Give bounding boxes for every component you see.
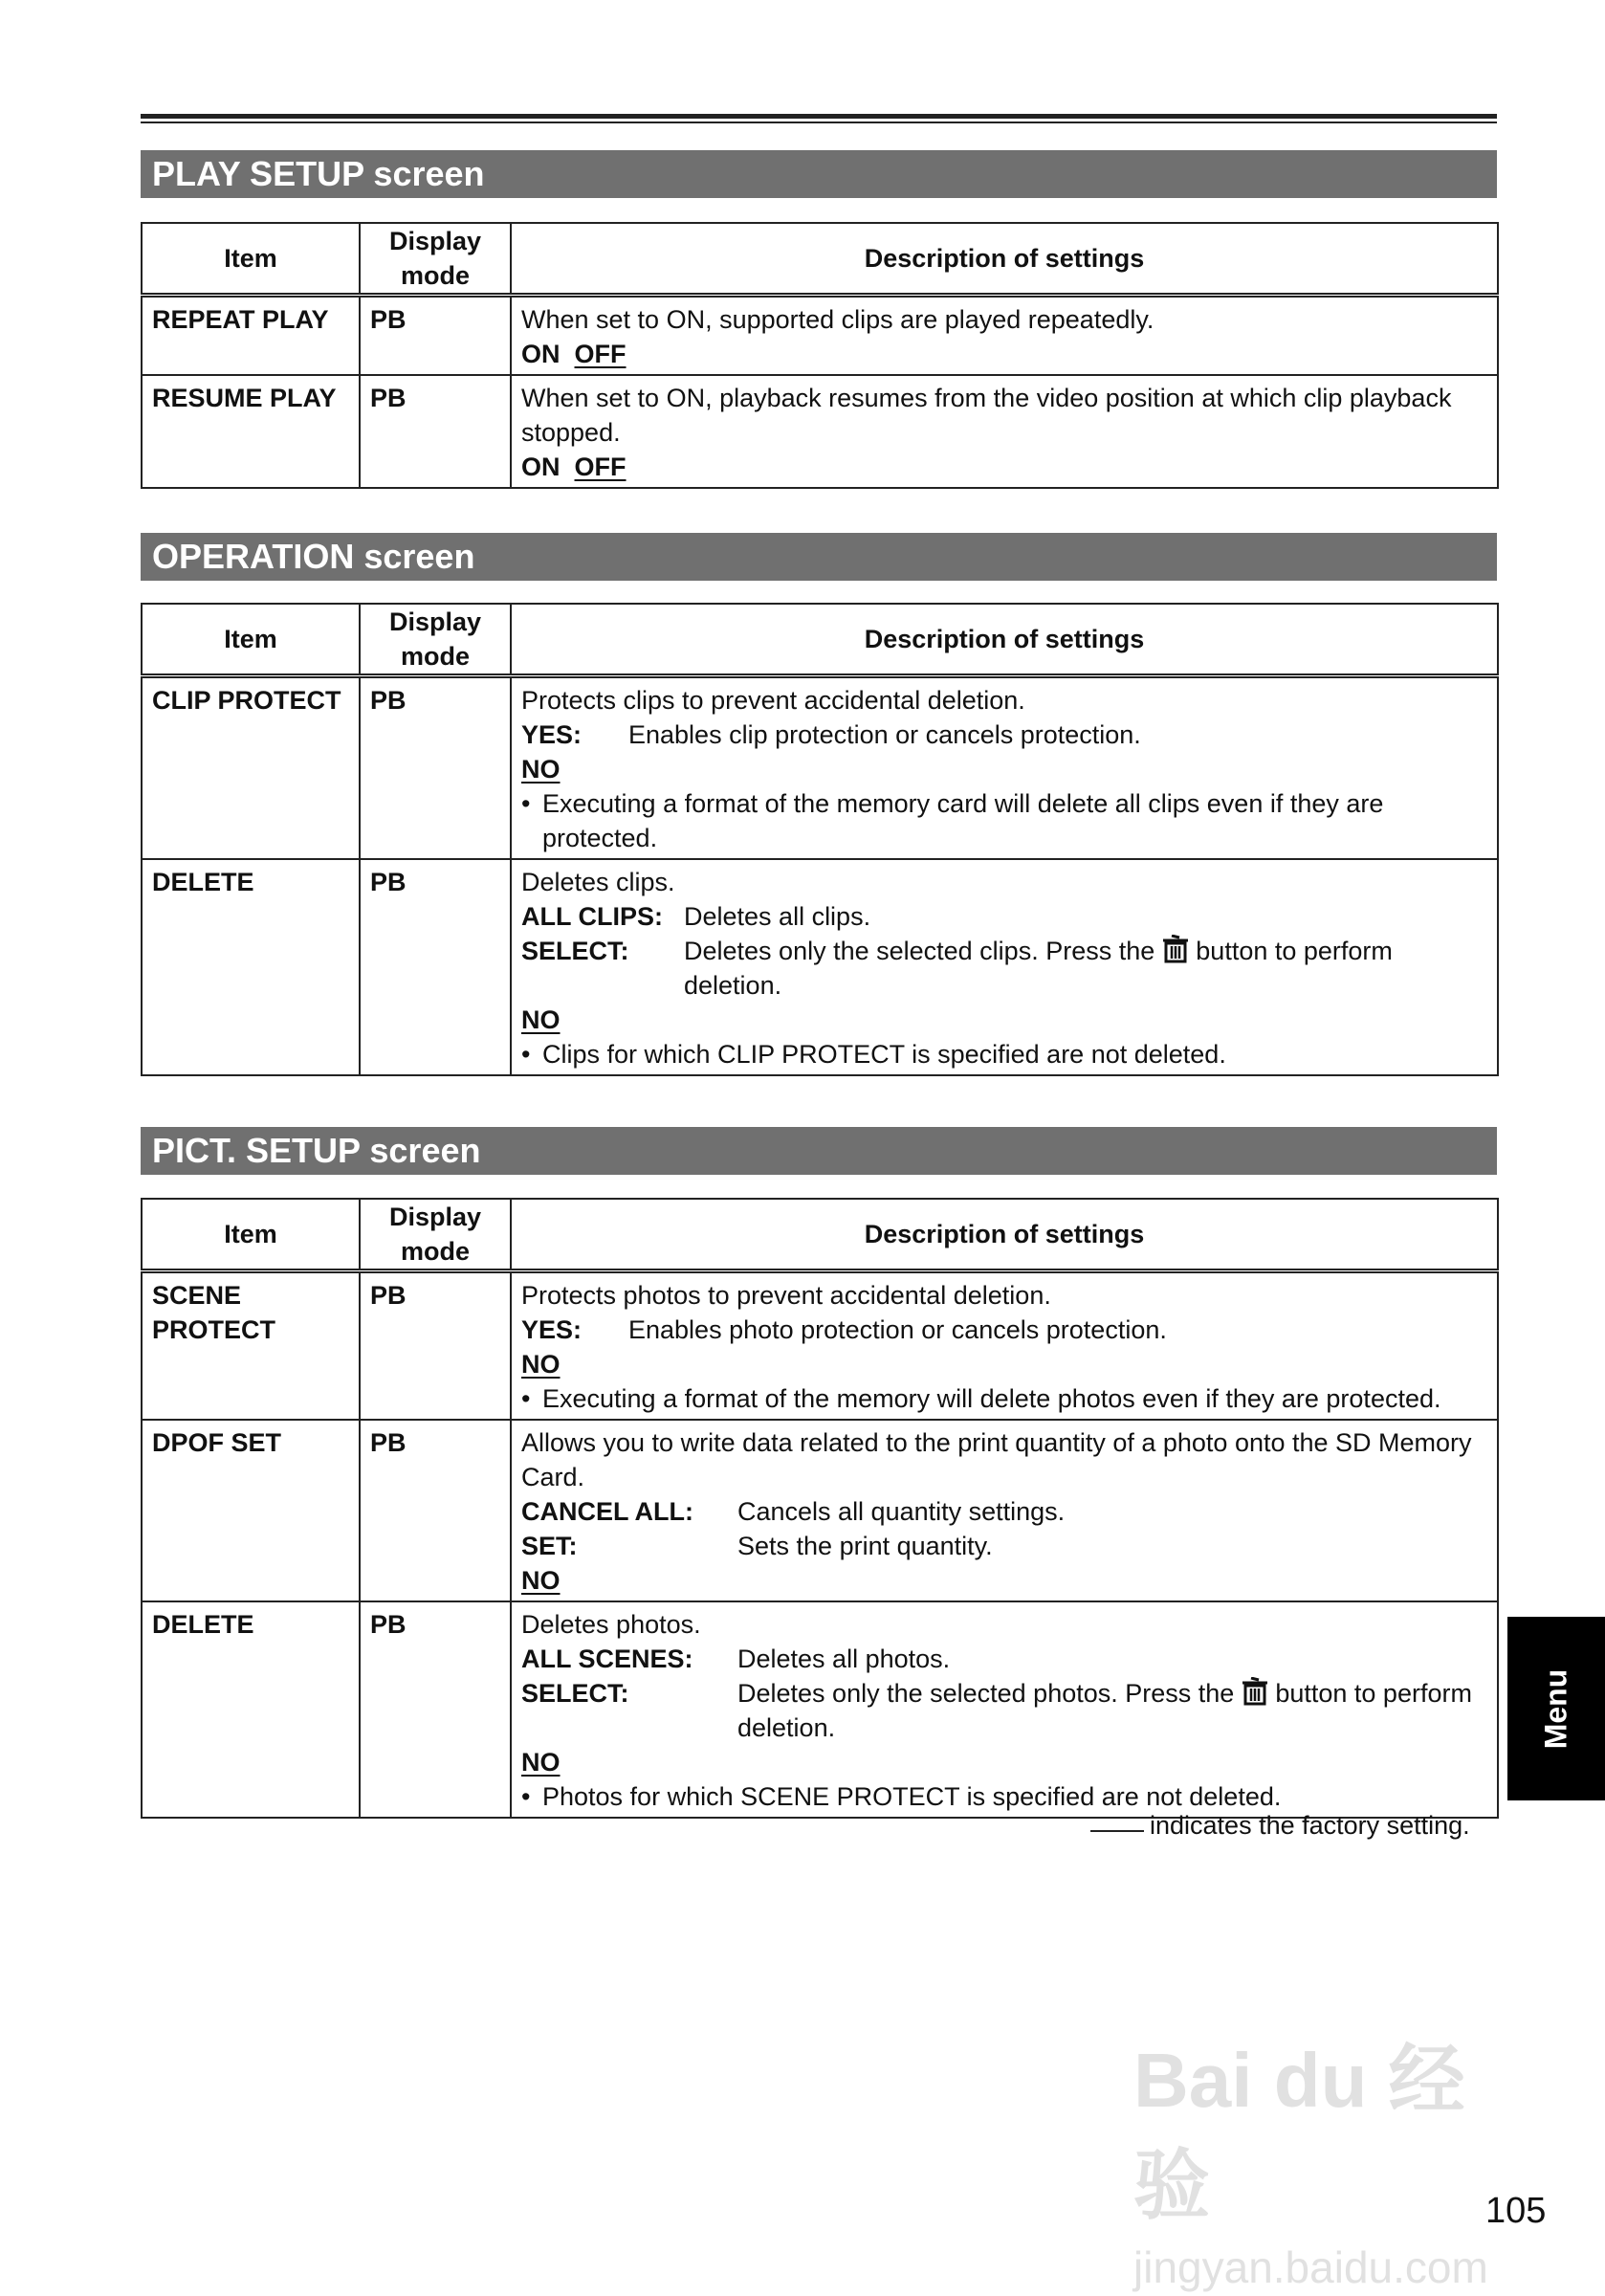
item-scene-protect: SCENE PROTECT [142, 1271, 360, 1421]
play-setup-table [141, 222, 1499, 489]
table-header-row [142, 1199, 1498, 1271]
top-rule-thin [141, 121, 1497, 123]
option-select: SELECT: Deletes only the selected photos. Press the button to perform deletion. [521, 1679, 1472, 1742]
mode-value: PB [360, 1420, 511, 1601]
table-row [142, 1271, 1498, 1421]
description-text: Protects clips to prevent accidental deletion. [521, 686, 1025, 715]
option-no-default: NO [521, 1005, 561, 1034]
note: • Executing a format of the memory will delete photos even if they are protected. [521, 1384, 1441, 1413]
side-tab-menu: Menu [1507, 1617, 1605, 1800]
table-row [142, 676, 1498, 860]
header-item: Item [142, 1199, 360, 1271]
pict-setup-table [141, 1198, 1499, 1819]
description-cell [511, 1271, 1498, 1421]
option-all-scenes: ALL SCENES: Deletes all photos. [521, 1645, 951, 1673]
description-cell [511, 1420, 1498, 1601]
top-rule [141, 114, 1497, 119]
note: • Photos for which SCENE PROTECT is specified are not deleted. [521, 1782, 1282, 1811]
option-no-default: NO [521, 1350, 561, 1379]
description-text: When set to ON, supported clips are played repeatedly. [521, 305, 1154, 334]
header-description: Description of settings [511, 1199, 1498, 1271]
header-display-mode: Display mode [360, 604, 511, 676]
option-yes: YES: Enables photo protection or cancels protection. [521, 1315, 1167, 1344]
operation-table [141, 603, 1499, 1076]
item-delete-photos: DELETE [142, 1601, 360, 1818]
options-line [521, 450, 1487, 484]
header-display-mode: Display mode [360, 223, 511, 296]
option-off-default: OFF [574, 340, 627, 368]
note: • Executing a format of the memory card will delete all clips even if they are protected. [521, 789, 1384, 852]
option-on: ON [521, 340, 561, 368]
mode-value: PB [360, 1271, 511, 1421]
mode-value: PB [360, 859, 511, 1075]
description-cell [511, 1601, 1498, 1818]
item-clip-protect: CLIP PROTECT [142, 676, 360, 860]
header-item: Item [142, 223, 360, 296]
table-row [142, 1420, 1498, 1601]
trash-icon [1162, 935, 1189, 963]
description-cell [511, 375, 1498, 488]
item-repeat-play: REPEAT PLAY [142, 296, 360, 376]
description-text: Deletes clips. [521, 868, 675, 896]
page-number: 105 [1485, 2191, 1547, 2231]
table-row [142, 375, 1498, 488]
option-cancel-all: CANCEL ALL: Cancels all quantity settings. [521, 1497, 1066, 1526]
table-header-row [142, 223, 1498, 296]
option-no-default: NO [521, 1566, 561, 1595]
description-text: Protects photos to prevent accidental deletion. [521, 1281, 1051, 1310]
table-row [142, 296, 1498, 376]
table-header-row [142, 604, 1498, 676]
option-on: ON [521, 453, 561, 481]
section-title-play-setup: PLAY SETUP screen [141, 150, 1497, 198]
description-cell [511, 296, 1498, 376]
description-text: Allows you to write data related to the print quantity of a photo onto the SD Memory Card. [521, 1428, 1472, 1491]
underline-sample [1090, 1830, 1144, 1832]
description-cell [511, 859, 1498, 1075]
header-description: Description of settings [511, 604, 1498, 676]
table-row [142, 1601, 1498, 1818]
option-no-default: NO [521, 755, 561, 784]
item-delete-clips: DELETE [142, 859, 360, 1075]
factory-setting-footnote: indicates the factory setting. [1090, 1811, 1470, 1841]
mode-value: PB [360, 375, 511, 488]
option-no-default: NO [521, 1748, 561, 1777]
mode-value: PB [360, 296, 511, 376]
table-row [142, 859, 1498, 1075]
watermark: Bai du 经验 jingyan.baidu.com [1133, 2038, 1488, 2292]
section-title-pict-setup: PICT. SETUP screen [141, 1127, 1497, 1175]
header-display-mode: Display mode [360, 1199, 511, 1271]
note: • Clips for which CLIP PROTECT is specified are not deleted. [521, 1040, 1226, 1069]
item-resume-play: RESUME PLAY [142, 375, 360, 488]
description-text: When set to ON, playback resumes from the video position at which clip playback stopped. [521, 384, 1452, 447]
header-description: Description of settings [511, 223, 1498, 296]
section-title-operation: OPERATION screen [141, 533, 1497, 581]
description-text: Deletes photos. [521, 1610, 701, 1639]
header-item: Item [142, 604, 360, 676]
option-all-clips: ALL CLIPS: Deletes all clips. [521, 902, 871, 931]
option-select: SELECT: Deletes only the selected clips. Press the button to perform deletion. [521, 937, 1393, 1000]
option-set: SET: Sets the print quantity. [521, 1532, 993, 1560]
options-line [521, 337, 1487, 371]
option-off-default: OFF [574, 453, 627, 481]
trash-icon [1242, 1677, 1268, 1706]
mode-value: PB [360, 1601, 511, 1818]
item-dpof-set: DPOF SET [142, 1420, 360, 1601]
option-yes: YES: Enables clip protection or cancels protection. [521, 720, 1141, 749]
description-cell [511, 676, 1498, 860]
mode-value: PB [360, 676, 511, 860]
